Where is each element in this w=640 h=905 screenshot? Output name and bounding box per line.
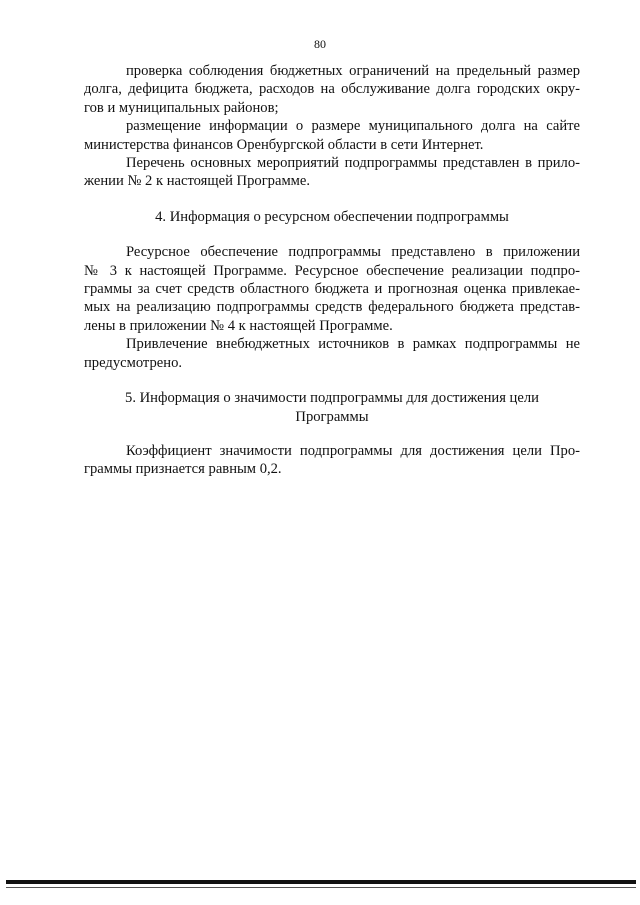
document-body [84,62,580,479]
heading-text: 5. Информация о значимости подпрограммы для достижения цели [125,390,539,407]
text-line: долга, дефицита бюджета, расходов на обслуживание долга городских окру- [84,81,580,98]
section-5-heading [84,389,580,426]
text-line: Привлечение внебюджетных источников в рамках подпрограммы не [126,336,580,353]
text-line: Перечень основных мероприятий подпрограммы представлен в прило- [126,155,580,172]
page-bottom-rule-thin [6,887,636,888]
text-line: граммы за счет средств областного бюджета и прогнозная оценка привлекае- [84,281,580,298]
text-line: гов и муниципальных районов; [84,99,279,116]
text-line: Ресурсное обеспечение подпрограммы представлено в приложении [126,244,580,261]
text-line: Коэффициент значимости подпрограммы для достижения цели Про- [126,442,580,459]
page-number: 80 [314,37,326,51]
text-line: министерства финансов Оренбургской области в сети Интернет. [84,136,484,153]
paragraph-budget-check [84,62,580,117]
text-line: проверка соблюдения бюджетных ограничений на предельный размер [126,63,580,79]
paragraph-extrabudgetary [84,335,580,372]
paragraph-resource-support [84,243,580,335]
text-line: предусмотрено. [84,354,183,371]
paragraph-debt-info [84,117,580,154]
text-line: жении № 2 к настоящей Программе. [84,173,311,190]
paragraph-significance [84,442,580,479]
page-bottom-rule [6,880,636,884]
text-line: № 3 к настоящей Программе. Ресурсное обеспечение реализации подпро- [84,262,580,279]
text-line: лены в приложении № 4 к настоящей Программе. [84,317,393,334]
heading-text: Программы [295,408,369,425]
text-line: граммы признается равным 0,2. [84,461,282,478]
text-line: размещение информации о размере муниципального долга на сайте [126,118,580,135]
section-4-heading [84,208,580,226]
heading-text: 4. Информация о ресурсном обеспечении подпрограммы [155,208,509,225]
paragraph-measures-list [84,154,580,191]
text-line: мых на реализацию подпрограммы средств федерального бюджета представ- [84,299,580,316]
